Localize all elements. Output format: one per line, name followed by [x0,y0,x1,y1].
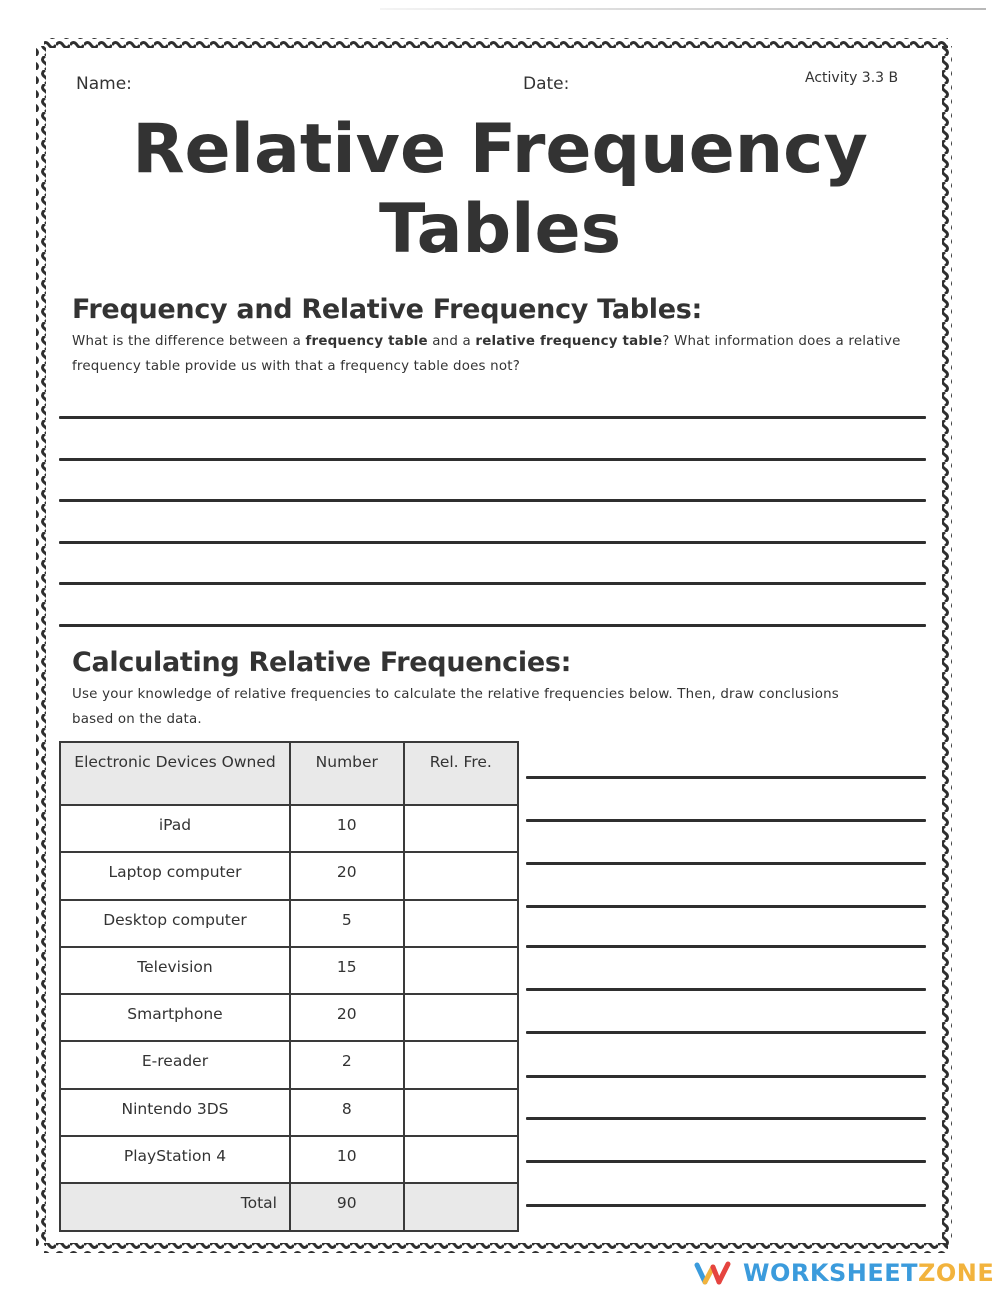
answer-line-4[interactable] [59,541,926,544]
date-label: Date: [523,74,570,94]
rel-freq-cell[interactable] [404,994,518,1041]
number-cell: 10 [290,1136,404,1183]
device-cell: Nintendo 3DS [60,1089,290,1136]
section2-prompt: Use your knowledge of relative frequencies to calculate the relative frequencies below. Then, draw conclusions based on the data. [72,687,839,727]
answer-line-5[interactable] [59,582,926,585]
page-title-line2: Tables [378,190,622,269]
table-row [60,994,518,1041]
conclusion-line-10[interactable] [526,1160,926,1163]
answer-line-3[interactable] [59,499,926,502]
header-device: Electronic Devices Owned [60,742,290,805]
activity-label: Activity 3.3 B [805,70,899,86]
rel-freq-cell[interactable] [404,1041,518,1088]
number-cell: 2 [290,1041,404,1088]
number-cell: 20 [290,994,404,1041]
rel-freq-cell[interactable] [404,947,518,994]
number-cell: 10 [290,805,404,852]
header-number: Number [290,742,404,805]
conclusion-line-11[interactable] [526,1204,926,1207]
conclusion-line-6[interactable] [526,988,926,991]
answer-line-2[interactable] [59,458,926,461]
page-title-line1: Relative Frequency [132,110,868,189]
table-row [60,1041,518,1088]
conclusion-line-2[interactable] [526,819,926,822]
table-row [60,805,518,852]
worksheetzone-logo-icon [693,1260,733,1286]
conclusion-line-4[interactable] [526,905,926,908]
name-label: Name: [76,74,132,94]
total-number: 90 [290,1183,404,1230]
answer-line-1[interactable] [59,416,926,419]
number-cell: 20 [290,852,404,899]
conclusion-line-9[interactable] [526,1117,926,1120]
conclusion-line-5[interactable] [526,945,926,948]
rel-freq-cell[interactable] [404,1089,518,1136]
rel-freq-cell[interactable] [404,852,518,899]
table-total-row [60,1183,518,1230]
conclusion-line-8[interactable] [526,1075,926,1078]
section2-heading: Calculating Relative Frequencies: [72,647,572,678]
device-cell: Television [60,947,290,994]
section1-heading: Frequency and Relative Frequency Tables: [72,294,703,325]
device-cell: Laptop computer [60,852,290,899]
number-cell: 8 [290,1089,404,1136]
table-row [60,947,518,994]
table-row [60,852,518,899]
conclusion-line-1[interactable] [526,776,926,779]
table-header-row [60,742,518,805]
total-rel-freq-cell[interactable] [404,1183,518,1230]
section1-prompt: What is the difference between a frequency table and a relative frequency table? What information does a relative frequency table provide us with that a frequency table does not? [72,334,901,374]
number-cell: 5 [290,900,404,947]
table-row [60,1089,518,1136]
answer-line-6[interactable] [59,624,926,627]
conclusion-line-7[interactable] [526,1031,926,1034]
device-cell: PlayStation 4 [60,1136,290,1183]
device-cell: iPad [60,805,290,852]
frequency-table [59,741,519,1232]
watermark-text: WORKSHEETZONE [743,1259,995,1287]
device-cell: Smartphone [60,994,290,1041]
header-rel-freq: Rel. Fre. [404,742,518,805]
rel-freq-cell[interactable] [404,900,518,947]
number-cell: 15 [290,947,404,994]
total-label: Total [60,1183,290,1230]
table-row [60,900,518,947]
device-cell: E-reader [60,1041,290,1088]
rel-freq-cell[interactable] [404,1136,518,1183]
conclusion-line-3[interactable] [526,862,926,865]
worksheetzone-watermark [693,1256,994,1290]
rel-freq-cell[interactable] [404,805,518,852]
table-row [60,1136,518,1183]
device-cell: Desktop computer [60,900,290,947]
